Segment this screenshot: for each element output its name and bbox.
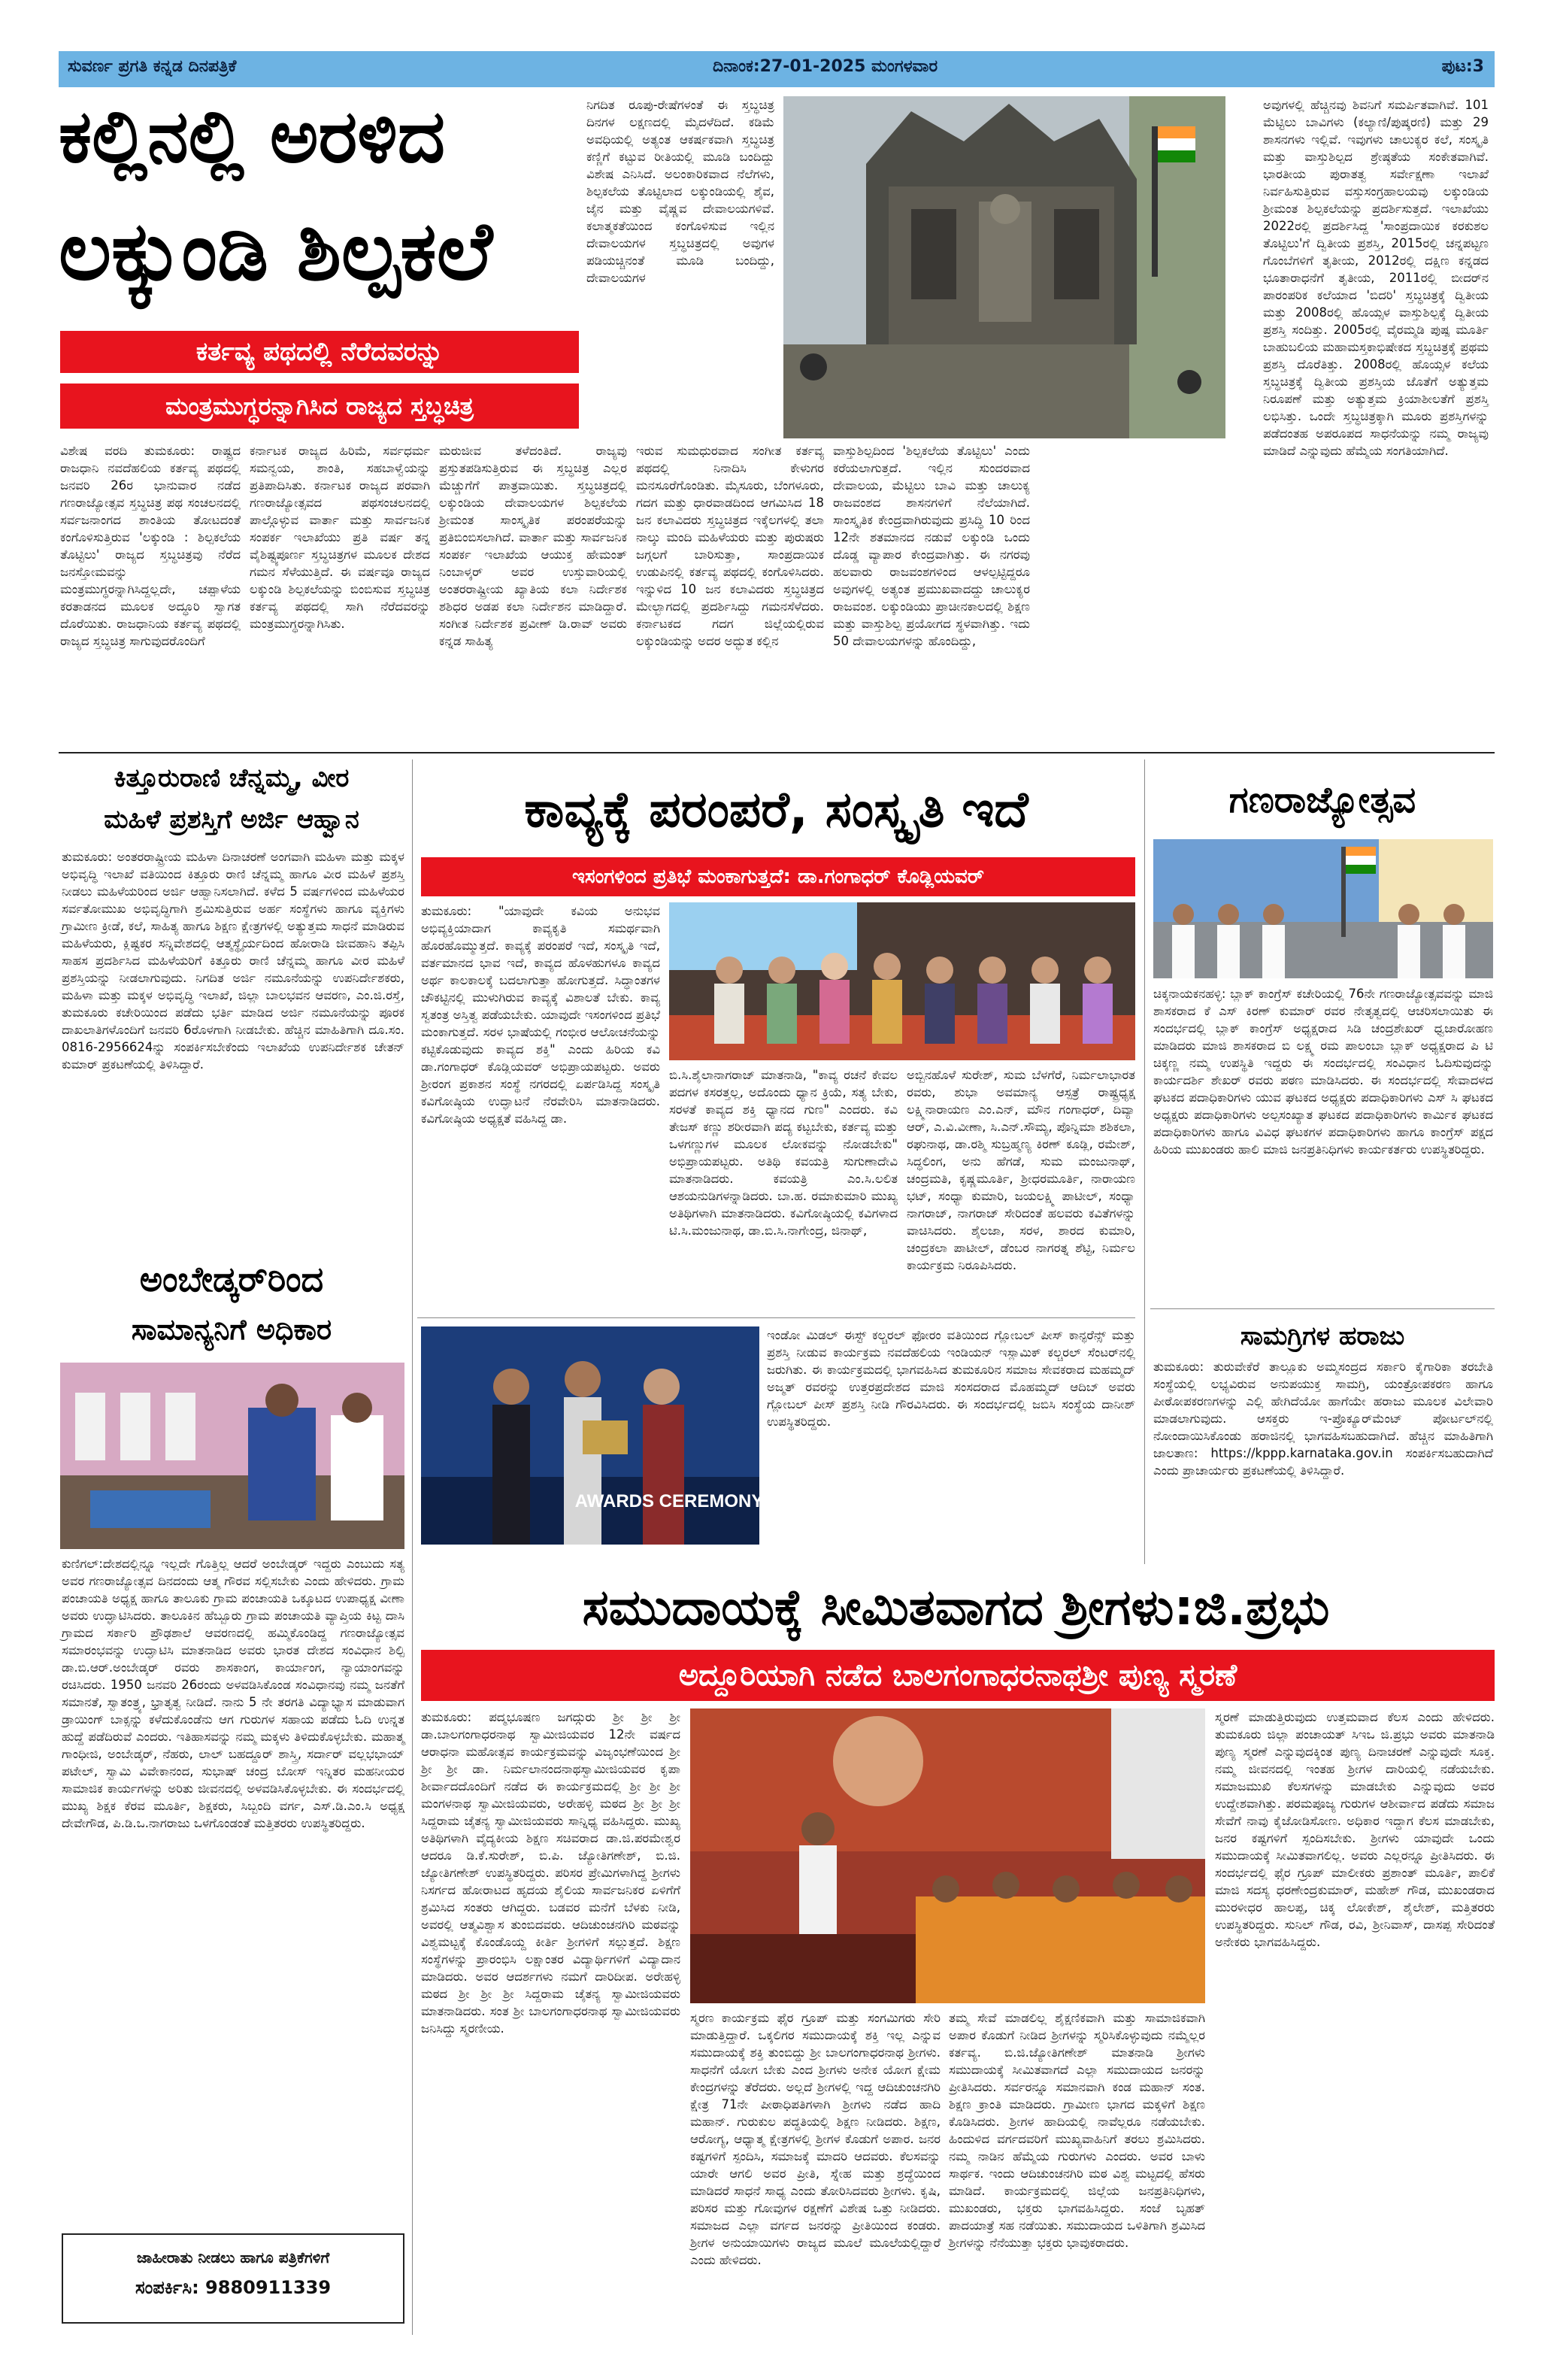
ambedkar-headline-line2: ಸಾಮಾನ್ಯನಿಗೆ ಅಧಿಕಾರ (131, 1313, 332, 1346)
issue-date: ದಿನಾಂಕ:27-01-2025 ಮಂಗಳವಾರ (713, 57, 938, 76)
lead-text-column-1: ನಿಗದಿತ ರೂಪು-ರೇಷೆಗಳಂತೆ ಈ ಸ್ತಬ್ಧಚಿತ್ರ ದಿನಗಳ ಲಕ್ಷಣದಲ್ಲಿ ಮೈದಳೆದಿದೆ. ಕಡಿಮೆ ಅವಧಿಯಲ್ಲಿ ಅತ್ಯಂತ ಆಕರ್ಷಕವಾಗಿ ಸ್ತಬ್ಧಚಿತ್ರ ಕಣ್ಣಿಗೆ ಕಟ್ಟುವ ರೀತಿಯಲ್ಲಿ ಮೂಡಿ ಬಂದಿದ್ದು ವಿಶೇಷ ಎನಿಸಿದೆ. ಅಲಂಕಾರಿಕವಾದ ನೆಲೆಗಳು, ಶಿಲ್ಪಕಲೆಯ ತೊಟ್ಟಿಲಾದ ಲಕ್ಕುಂಡಿಯಲ್ಲಿ ಶೈವ, ಜೈನ ಮತ್ತು ವೈಷ್ಣವ ದೇವಾಲಯಗಳಿವೆ. ಕಲಾತ್ಮಕತೆಯಿಂದ ಕಂಗೊಳಿಸುವ ಇಲ್ಲಿನ ದೇವಾಲಯಗಳ ಸ್ತಬ್ಧಚಿತ್ರದಲ್ಲಿ ಅವುಗಳ ಪಡಿಯಚ್ಚಿನಂತೆ ಮೂಡಿ ಬಂದಿದ್ದು, ದೇವಾಲಯಗಳ (586, 98, 774, 285)
section-divider (59, 752, 1495, 753)
indo-forum-body: ಇಂಡೋ ಮಿಡಲ್ ಈಸ್ಟ್ ಕಲ್ಚರಲ್ ಫೋರಂ ವತಿಯಿಂದ ಗ್ಲೋಬಲ್ ಪೀಸ್ ಕಾನ್ಫರೆನ್ಸ್ ಮತ್ತು ಪ್ರಶಸ್ತಿ ನೀಡುವ ಕಾರ್ಯಕ್ರಮ ನವದೆಹಲಿಯ ಇಂಡಿಯನ್ ಇಸ್ಲಾಮಿಕ್ ಕಲ್ಚರಲ್ ಸೆಂಟರ್‌ನಲ್ಲಿ ಜರುಗಿತು. ಈ ಕಾರ್ಯಕ್ರಮದಲ್ಲಿ ಭಾಗವಹಿಸಿದ ತುಮಕೂರಿನ ಸಮಾಜ ಸೇವಕರಾದ ಮಹಮ್ಮದ್ ಅಜ್ಮತ್ ರವರನ್ನು ಉತ್ತರಪ್ರದೇಶದ ಮಾಜಿ ಸಂಸದರಾದ ಮೊಹಮ್ಮದ್ ಆದಿಬ್ ಅವರು ಗ್ಲೋಬಲ್ ಪೀಸ್ ಪ್ರಶಸ್ತಿ ನೀಡಿ ಗೌರವಿಸಿದರು. ಈ ಸಂದರ್ಭದಲ್ಲಿ ಜಬಿಸಿ ಸಂಸ್ಥೆಯ ದಾನೀಶ್ ಉಪಸ್ಥಿತರಿದ್ದರು. (767, 1328, 1135, 1429)
ad-phone: ಸಂಪರ್ಕಿಸಿ: 9880911339 (135, 2277, 332, 2298)
lead-text-column-f: ಅವುಗಳಲ್ಲಿ ಹೆಚ್ಚಿನವು ಶಿವನಿಗೆ ಸಮರ್ಪಿತವಾಗಿವೆ. 101 ಮೆಟ್ಟಿಲು ಬಾವಿಗಳು (ಕಲ್ಯಾಣಿ/ಪುಷ್ಕರಣಿ) ಮತ್ತು 29 ಶಾಸನಗಳು ಇಲ್ಲಿವೆ. ಇವುಗಳು ಚಾಲುಕ್ಯರ ಕಲೆ, ಸಂಸ್ಕೃತಿ ಮತ್ತು ವಾಸ್ತುಶಿಲ್ಪದ ಶ್ರೇಷ್ಠತೆಯ ಸಂಕೇತವಾಗಿವೆ. ಭಾರತೀಯ ಪುರಾತತ್ವ ಸರ್ವೇಕ್ಷಣಾ ಇಲಾಖೆ ನಿರ್ವಹಿಸುತ್ತಿರುವ ವಸ್ತುಸಂಗ್ರಹಾಲಯವು ಲಕ್ಕುಂಡಿಯ ಶ್ರೀಮಂತ ಶಿಲ್ಪಕಲೆಯನ್ನು ಪ್ರದರ್ಶಿಸುತ್ತದೆ. ಇಲಾಖೆಯು 2022ರಲ್ಲಿ ಪ್ರದರ್ಶಿಸಿದ್ದ 'ಸಾಂಪ್ರದಾಯಿಕ ಕರಕುಶಲ ತೊಟ್ಟಿಲು'ಗೆ ದ್ವಿತೀಯ ಪ್ರಶಸ್ತಿ, 2015ರಲ್ಲಿ ಚನ್ನಪಟ್ಟಣ ಗೊಂಬೆಗಳಿಗೆ ತೃತೀಯ, 2012ರಲ್ಲಿ ದಕ್ಷಿಣ ಕನ್ನಡದ ಭೂತಾರಾಧನೆಗೆ ತೃತೀಯ, 2011ರಲ್ಲಿ ಬೀದರ್‌ನ ಪಾರಂಪರಿಕ ಕಲೆಯಾದ 'ಬಿದರಿ' ಸ್ತಬ್ಧಚಿತ್ರಕ್ಕೆ ದ್ವಿತೀಯ ಮತ್ತು 2008ರಲ್ಲಿ ಹೊಯ್ಸಳ ವಾಸ್ತುಶಿಲ್ಪಕ್ಕೆ ದ್ವಿತೀಯ ಪ್ರಶಸ್ತಿ ಸಂದಿತ್ತು. 2005ರಲ್ಲಿ ವೈರಮ್ಮಡಿ ಪುಷ್ಪ ಮೂರ್ತಿ ಬಾಹುಬಲಿಯ ಮಹಾಮಸ್ತಕಾಭಿಷೇಕದ ಸ್ತಬ್ಧಚಿತ್ರಕ್ಕೆ ಪ್ರಥಮ ಪ್ರಶಸ್ತಿ ದೊರೆತಿತ್ತು. 2008ರಲ್ಲಿ ಹೊಯ್ಸಳ ಕಲೆಯ ಸ್ತಬ್ಧಚಿತ್ರಕ್ಕೆ ದ್ವಿತೀಯ ಪ್ರಶಸ್ತಿಯ ಜೊತೆಗೆ ಅತ್ಯುತ್ತಮ ನಿರೂಪಣೆ ಮತ್ತು ಅತ್ಯುತ್ತಮ ಕ್ರಿಯಾಶೀಲತೆಗೆ ಪ್ರಶಸ್ತಿ ಲಭಿಸಿತ್ತು. ಒಂದೇ ಸ್ತಬ್ಧಚಿತ್ರಕ್ಕಾಗಿ ಮೂರು ಪ್ರಶಸ್ತಿಗಳನ್ನು ಪಡೆದಂತಹ ಅಪರೂಪದ ಸಾಧನೆಯನ್ನು ನಮ್ಮ ರಾಜ್ಯವು ಮಾಡಿದೆ ಎನ್ನುವುದು ಹೆಮ್ಮೆಯ ಸಂಗತಿಯಾಗಿದೆ. (1263, 98, 1489, 458)
gana-headline: ಗಣರಾಜ್ಯೋತ್ಸವ (1228, 779, 1416, 821)
school-event-photo (60, 1363, 404, 1549)
kavya-column-1: ತುಮಕೂರು: "ಯಾವುದೇ ಕವಿಯ ಅನುಭವ ಅಭಿವ್ಯಕ್ತಿಯಾದಾಗ ಕಾವ್ಯಕೃತಿ ಸಮರ್ಥವಾಗಿ ಹೊರಹೊಮ್ಮುತ್ತದೆ. ಕಾವ್ಯಕ್ಕೆ ಪರಂಪರೆ ಇದೆ, ಸಂಸ್ಕೃತಿ ಇದೆ, ವರ್ತಮಾನದ ಭಾವ ಇದೆ, ಕಾವ್ಯದ ಹೊಳಹುಗಳೂ ಕಾವ್ಯದ ಅರ್ಥ ಕಾಲಕಾಲಕ್ಕೆ ಬದಲಾಗುತ್ತಾ ಹೋಗುತ್ತದೆ. ಸಿದ್ಧಾಂತಗಳ ಚೌಕಟ್ಟಿನಲ್ಲಿ ಮುಳುಗಿರುವ ಕಾವ್ಯಕ್ಕೆ ವಿಶಾಲತೆ ಬೇಕು. ಕಾವ್ಯ ಸ್ವತಂತ್ರ ಅಸ್ತಿತ್ವ ಪಡೆಯಬೇಕು. ಯಾವುದೇ ಇಸಂಗಳಿಂದ ಪ್ರತಿಭೆ ಮಂಕಾಗುತ್ತದೆ. ಸರಳ ಭಾಷೆಯಲ್ಲಿ ಗಂಭೀರ ಆಲೋಚನೆಯನ್ನು ಕಟ್ಟಿಕೊಡುವುದು ಕಾವ್ಯದ ಶಕ್ತಿ" ಎಂದು ಹಿರಿಯ ಕವಿ ಡಾ.ಗಂಗಾಧರ್ ಕೊಡ್ಲಿಯವರ್ ಅಭಿಪ್ರಾಯಪಟ್ಟರು. ಅವರು ಶ್ರೀರಂಗ ಪ್ರಕಾಶನ ಸಂಸ್ಥೆ ನಗರದಲ್ಲಿ ಏರ್ಪಡಿಸಿದ್ದ ಸಂಸ್ಕೃತಿ ಕವಿಗೋಷ್ಠಿಯ ಉದ್ಘಾಟನೆ ನೆರವೇರಿಸಿ ಮಾತನಾಡಿದರು. ಕವಿಗೋಷ್ಠಿಯ ಅಧ್ಯಕ್ಷತೆ ವಹಿಸಿದ್ದ ಡಾ. (421, 904, 660, 1126)
award-banner-text: AWARDS CEREMONY (574, 1491, 764, 1511)
kittur-headline-line1: ಕಿತ್ತೂರುರಾಣಿ ಚೆನ್ನಮ್ಮ, ವೀರ (114, 763, 350, 793)
kavya-group-photo (669, 902, 1135, 1060)
kavya-headline: ಕಾವ್ಯಕ್ಕೆ ಪರಂಪರೆ, ಸಂಸ್ಕೃತಿ ಇದೆ (524, 781, 1028, 838)
ambedkar-headline-line1: ಅಂಬೇಡ್ಕರ್‌ರಿಂದ (139, 1259, 324, 1299)
flag-hoisting-photo (1153, 839, 1493, 978)
samudaya-column-4: ಸ್ಮರಣೆ ಮಾಡುತ್ತಿರುವುದು ಉತ್ತಮವಾದ ಕೆಲಸ ಎಂದು ಹೇಳಿದರು. ತುಮಕೂರು ಜಿಲ್ಲಾ ಪಂಚಾಯತ್ ಸಿಇಒ ಜಿ.ಪ್ರಭು ಅವರು ಮಾತನಾಡಿ ಪುಣ್ಯ ಸ್ಮರಣೆ ಎನ್ನುವುದಕ್ಕಿಂತ ಪುಣ್ಯ ದಿನಾಚರಣೆ ಎನ್ನುವುದೇ ಸೂಕ್ತ. ನಮ್ಮ ಜೀವನದಲ್ಲಿ ಇಂತಹ ಶ್ರೀಗಳ ದಾರಿಯಲ್ಲಿ ನಡೆಯಬೇಕು. ಸಮಾಜಮುಖಿ ಕೆಲಸಗಳನ್ನು ಮಾಡಬೇಕು ಎನ್ನುವುದು ಅವರ ಉದ್ದೇಶವಾಗಿತ್ತು. ಪರಮಪೂಜ್ಯ ಗುರುಗಳ ಆಶೀರ್ವಾದ ಪಡೆದು ಸಮಾಜ ಸೇವೆಗೆ ನಾವು ಕೈಜೋಡಿಸೋಣ. ಅಧಿಕಾರ ಇದ್ದಾಗ ಕೆಲಸ ಮಾಡಬೇಕು, ಜನರ ಕಷ್ಟಗಳಿಗೆ ಸ್ಪಂದಿಸಬೇಕು. ಶ್ರೀಗಳು ಯಾವುದೇ ಒಂದು ಸಮುದಾಯಕ್ಕೆ ಸೀಮಿತವಾಗಲಿಲ್ಲ. ಅವರು ಎಲ್ಲರನ್ನೂ ಪ್ರೀತಿಸಿದರು. ಈ ಸಂದರ್ಭದಲ್ಲಿ ಫೈರ ಗ್ರೂಪ್ ಮಾಲೀಕರು ಪ್ರಶಾಂತ್ ಮೂರ್ತಿ, ಪಾಲಿಕೆ ಮಾಜಿ ಸದಸ್ಯ ಧರಣೇಂದ್ರಕುಮಾರ್, ಮಹೇಶ್ ಗೌಡ, ಮುಖಂಡರಾದ ಮುರಳೀಧರ ಹಾಲಪ್ಪ, ಚಿಕ್ಕ ಲೋಕೇಶ್, ಶೈಲೇಶ್, ಮತ್ತಿತರರು ಉಪಸ್ಥಿತರಿದ್ದರು. ಸುನಿಲ್ ಗೌಡ, ರವಿ, ಶ್ರೀನಿವಾಸ್, ದಾಸಪ್ಪ ಸೇರಿದಂತೆ ಅನೇಕರು ಭಾಗವಹಿಸಿದ್ದರು. (1215, 1710, 1495, 1949)
lead-text-column-e: ವಾಸ್ತುಶಿಲ್ಪದಿಂದ 'ಶಿಲ್ಪಕಲೆಯ ತೊಟ್ಟಿಲು' ಎಂದು ಕರೆಯಲಾಗುತ್ತದೆ. ಇಲ್ಲಿನ ಸುಂದರವಾದ ದೇವಾಲಯ, ಮೆಟ್ಟಿಲು ಬಾವಿ ಮತ್ತು ಚಾಲುಕ್ಯ ರಾಜವಂಶದ ಶಾಸನಗಳಿಗೆ ನೆಲೆಯಾಗಿದೆ. ಸಾಂಸ್ಕೃತಿಕ ಕೇಂದ್ರವಾಗಿರುವುದು ಪ್ರಸಿದ್ಧಿ 10 ರಿಂದ 12ನೇ ಶತಮಾನದ ನಡುವೆ ಲಕ್ಕುಂಡಿ ಒಂದು ದೊಡ್ಡ ವ್ಯಾಪಾರ ಕೇಂದ್ರವಾಗಿತ್ತು. ಈ ನಗರವು ಹಲವಾರು ರಾಜವಂಶಗಳಿಂದ ಆಳಲ್ಪಟ್ಟಿದ್ದರೂ ಅವುಗಳಲ್ಲಿ ಅತ್ಯಂತ ಪ್ರಮುಖವಾದದ್ದು ಚಾಲುಕ್ಯರ ರಾಜವಂಶ. ಲಕ್ಕುಂಡಿಯು ಪ್ರಾಚೀನಕಾಲದಲ್ಲಿ ಶಿಕ್ಷಣ ಮತ್ತು ವಾಸ್ತುಶಿಲ್ಪ ಪ್ರಯೋಗದ ಸ್ಥಳವಾಗಿತ್ತು. ಇದು 50 ದೇವಾಲಯಗಳನ್ನು ಹೊಂದಿದ್ದು, (833, 444, 1030, 648)
lead-subhead-line2: ಮಂತ್ರಮುಗ್ಧರನ್ನಾಗಿಸಿದ ರಾಜ್ಯದ ಸ್ತಬ್ಧಚಿತ್ರ (60, 384, 579, 429)
left-column-rule (412, 759, 413, 2335)
memorial-event-photo (690, 1708, 1205, 2003)
lead-text-column-d: ಇರುವ ಸುಮಧುರವಾದ ಸಂಗೀತ ಕರ್ತವ್ಯ ಪಥದಲ್ಲಿ ನಿನಾದಿಸಿ ಕೇಳುಗರ ಮನಸೂರೆಗೊಂಡಿತು. ಮೈಸೂರು, ಬೆಂಗಳೂರು, ಗದಗ ಮತ್ತು ಧಾರವಾಡದಿಂದ ಆಗಮಿಸಿದ 18 ಜನ ಕಲಾವಿದರು ಸ್ತಬ್ಧಚಿತ್ರದ ಇಕ್ಕೆಲಗಳಲ್ಲಿ ತಲಾ ನಾಲ್ಕು ಮಂದಿ ಮಹಿಳೆಯರು ಮತ್ತು ಪುರುಷರು ಜಗ್ಗಲಗೆ ಬಾರಿಸುತ್ತಾ, ಸಾಂಪ್ರದಾಯಿಕ ಉಡುಪಿನಲ್ಲಿ ಕರ್ತವ್ಯ ಪಥದಲ್ಲಿ ಕಂಗೊಳಿಸಿದರು. ಇನ್ನುಳಿದ 10 ಜನ ಕಲಾವಿದರು ಸ್ತಬ್ಧಚಿತ್ರದ ಮೇಲ್ಭಾಗದಲ್ಲಿ ಪ್ರದರ್ಶಿಸಿದ್ದು ಗಮನಸೆಳೆದರು. ಕರ್ನಾಟಕದ ಗದಗ ಜಿಲ್ಲೆಯಲ್ಲಿರುವ ಲಕ್ಕುಂಡಿಯನ್ನು ಅದರ ಅದ್ಭುತ ಕಲ್ಲಿನ (636, 444, 824, 648)
masthead-bar (59, 51, 1495, 87)
kittur-body: ತುಮಕೂರು: ಅಂತರರಾಷ್ಟ್ರೀಯ ಮಹಿಳಾ ದಿನಾಚರಣೆ ಅಂಗವಾಗಿ ಮಹಿಳಾ ಮತ್ತು ಮಕ್ಕಳ ಅಭಿವೃದ್ಧಿ ಇಲಾಖೆ ವತಿಯಿಂದ ಕಿತ್ತೂರು ರಾಣಿ ಚೆನ್ನಮ್ಮ ಹಾಗೂ ವೀರ ಮಹಿಳೆ ಪ್ರಶಸ್ತಿ ನೀಡಲು ಮಹಿಳೆಯರಿಂದ ಅರ್ಜಿ ಆಹ್ವಾನಿಸಲಾಗಿದೆ. ಕಳೆದ 5 ವರ್ಷಗಳಿಂದ ಮಹಿಳೆಯರ ಸರ್ವತೋಮುಖ ಅಭಿವೃದ್ಧಿಗಾಗಿ ಶ್ರಮಿಸುತ್ತಿರುವ ಅರ್ಹ ಸಂಸ್ಥೆಗಳು ಹಾಗೂ ವ್ಯಕ್ತಿಗಳು ಗ್ರಾಮೀಣ ಕ್ರೀಡೆ, ಕಲೆ, ಸಾಹಿತ್ಯ ಹಾಗೂ ಶಿಕ್ಷಣ ಕ್ಷೇತ್ರಗಳಲ್ಲಿ ಅತ್ಯುತ್ತಮ ಸಾಧನೆ ಮಾಡಿರುವ ಮಹಿಳೆಯರು, ಕ್ಲಿಷ್ಟಕರ ಸನ್ನಿವೇಶದಲ್ಲಿ ಆತ್ಮಸ್ಥೈರ್ಯದಿಂದ ಹೋರಾಡಿ ಜೀವಹಾನಿ ತಪ್ಪಿಸಿ ಸಾಹಸ ಪ್ರದರ್ಶಿಸಿದ ಮಹಿಳೆಯರಿಗೆ ಕಿತ್ತೂರು ರಾಣಿ ಚೆನ್ನಮ್ಮ ಹಾಗೂ ವೀರ ಮಹಿಳೆ ಪ್ರಶಸ್ತಿಯನ್ನು ನೀಡಲಾಗುವುದು. ನಿಗದಿತ ಅರ್ಜಿ ನಮೂನೆಯನ್ನು ಉಪನಿರ್ದೇಶಕರು, ಮಹಿಳಾ ಮತ್ತು ಮಕ್ಕಳ ಅಭಿವೃದ್ಧಿ ಇಲಾಖೆ, ಜಿಲ್ಲಾ ಬಾಲಭವನ ಆವರಣ, ಎಂ.ಜಿ.ರಸ್ತೆ, ತುಮಕೂರು ಕಚೇರಿಯಿಂದ ಪಡೆದು ಭರ್ತಿ ಮಾಡಿದ ಅರ್ಜಿ ನಮೂನೆಯನ್ನು ಪೂರಕ ದಾಖಲಾತಿಗಳೊಂದಿಗೆ ಜನವರಿ 6ರೊಳಗಾಗಿ ನೀಡಬೇಕು. ಹೆಚ್ಚಿನ ಮಾಹಿತಿಗಾಗಿ ದೂ.ಸಂ. 0816-2956624ನ್ನು ಸಂಪರ್ಕಿಸಬೇಕೆಂದು ಇಲಾಖೆಯ ಉಪನಿರ್ದೇಶಕ ಚೇತನ್ ಕುಮಾರ್ ಪ್ರಕಟಣೆಯಲ್ಲಿ ತಿಳಿಸಿದ್ದಾರೆ. (62, 850, 404, 1072)
page-number: ಪುಟ:3 (1441, 57, 1484, 76)
gana-divider (1150, 1308, 1495, 1309)
samagri-body: ತುಮಕೂರು: ತುರುವೇಕೆರೆ ತಾಲ್ಲೂಕು ಅಮ್ಮಸಂದ್ರದ ಸರ್ಕಾರಿ ಕೈಗಾರಿಕಾ ತರಬೇತಿ ಸಂಸ್ಥೆಯಲ್ಲಿ ಲಭ್ಯವಿರುವ ಅನುಪಯುಕ್ತ ಸಾಮಗ್ರಿ, ಯಂತ್ರೋಪಕರಣ ಹಾಗೂ ಪೀಠೋಪಕರಣಗಳನ್ನು ಎಲ್ಲಿ ಹೇಗಿದೆಯೋ ಹಾಗೆಯೇ ಹರಾಜು ಮೂಲಕ ವಿಲೇವಾರಿ ಮಾಡಲಾಗುವುದು. ಆಸಕ್ತರು ಇ-ಪ್ರೊಕ್ಯೂರ್‌ಮೆಂಟ್ ಪೋರ್ಟಲ್‌ನಲ್ಲಿ ನೋಂದಾಯಿಸಿಕೊಂಡು ಹರಾಜಿನಲ್ಲಿ ಭಾಗವಹಿಸಬಹುದಾಗಿದೆ. ಹೆಚ್ಚಿನ ಮಾಹಿತಿಗಾಗಿ ಜಾಲತಾಣ: https://kppp.karnataka.gov.in ಸಂಪರ್ಕಿಸಬಹುದಾಗಿದೆ ಎಂದು ಪ್ರಾಚಾರ್ಯರು ಪ್ರಕಟಣೆಯಲ್ಲಿ ತಿಳಿಸಿದ್ದಾರೆ. (1153, 1360, 1493, 1478)
samagri-headline: ಸಾಮಗ್ರಿಗಳ ಹರಾಜು (1240, 1321, 1405, 1351)
kavya-divider (417, 1317, 1135, 1318)
samudaya-subhead: ಅದ್ದೂರಿಯಾಗಿ ನಡೆದ ಬಾಲಗಂಗಾಧರನಾಥಶ್ರೀ ಪುಣ್ಯ ಸ್ಮರಣೆ (421, 1650, 1495, 1701)
samudaya-column-1: ತುಮಕೂರು: ಪದ್ಮಭೂಷಣ ಜಗದ್ಗುರು ಶ್ರೀ ಶ್ರೀ ಶ್ರೀ ಡಾ.ಬಾಲಗಂಗಾಧರನಾಥ ಸ್ವಾಮೀಜಿಯವರ 12ನೇ ವರ್ಷದ ಆರಾಧನಾ ಮಹೋತ್ಸವ ಕಾರ್ಯಕ್ರಮವನ್ನು ವಿಜೃಂಭಣೆಯಿಂದ ಶ್ರೀ ಶ್ರೀ ಶ್ರೀ ಡಾ. ನಿರ್ಮಲಾನಂದನಾಥಸ್ವಾಮೀಜಿಯವರ ಕೃಪಾ ಶೀರ್ವಾದದೊಂದಿಗೆ ನಡೆದ ಈ ಕಾರ್ಯಕ್ರಮದಲ್ಲಿ ಶ್ರೀ ಶ್ರೀ ಶ್ರೀ ಮಂಗಳನಾಥ ಸ್ವಾಮೀಜಿಯವರು, ಅರೇಹಳ್ಳಿ ಮಠದ ಶ್ರೀ ಶ್ರೀ ಶ್ರೀ ಸಿದ್ದರಾಮ ಚೈತನ್ಯ ಸ್ವಾಮೀಜಿಯವರು ಸಾನ್ನಿಧ್ಯ ವಹಿಸಿದ್ದರು. ಮುಖ್ಯ ಅತಿಥಿಗಳಾಗಿ ವೈದ್ಯಕೀಯ ಶಿಕ್ಷಣ ಸಚಿವರಾದ ಡಾ.ಜಿ.ಪರಮೇಶ್ವರ ಆದರೂ ಡಿ.ಕೆ.ಸುರೇಶ್, ಬಿ.ಪಿ. ಜ್ಯೋತಿಗಣೇಶ್, ಬಿ.ಜಿ. ಜ್ಯೋತಿಗಣೇಶ್ ಉಪಸ್ಥಿತರಿದ್ದರು. ಪರಿಸರ ಪ್ರೇಮಿಗಳಾಗಿದ್ದ ಶ್ರೀಗಳು ನಿಸರ್ಗದ ಹೋರಾಟದ ಹೃದಯ ಶೈಲಿಯ ಸಾರ್ವಜನಿಕರ ಏಳಿಗೆಗೆ ಶ್ರಮಿಸಿದ ಸಂತರು ಆಗಿದ್ದರು. ಬಡವರ ಮನೆಗೆ ಬೆಳಕು ನೀಡಿ, ಅವರಲ್ಲಿ ಆತ್ಮವಿಶ್ವಾಸ ತುಂಬಿದವರು. ಆದಿಚುಂಚನಗಿರಿ ಮಠವನ್ನು ವಿಶ್ವಮಟ್ಟಕ್ಕೆ ಕೊಂಡೊಯ್ದ ಕೀರ್ತಿ ಶ್ರೀಗಳಿಗೆ ಸಲ್ಲುತ್ತದೆ. ಶಿಕ್ಷಣ ಸಂಸ್ಥೆಗಳನ್ನು ಪ್ರಾರಂಭಿಸಿ ಲಕ್ಷಾಂತರ ವಿದ್ಯಾರ್ಥಿಗಳಿಗೆ ವಿದ್ಯಾದಾನ ಮಾಡಿದರು. ಅವರ ಆದರ್ಶಗಳು ನಮಗೆ ದಾರಿದೀಪ. ಅರೇಹಳ್ಳಿ ಮಠದ ಶ್ರೀ ಶ್ರೀ ಶ್ರೀ ಸಿದ್ದರಾಮ ಚೈತನ್ಯ ಸ್ವಾಮೀಜಿಯವರು ಮಾತನಾಡಿದರು. ಸಂತ ಶ್ರೀ ಬಾಲಗಂಗಾಧರನಾಥ ಸ್ವಾಮೀಜಿಯವರು ಜನಿಸಿದ್ದು ಸ್ಮರಣೀಯ. (421, 1710, 680, 2036)
lead-headline-line1: ಕಲ್ಲಿನಲ್ಲಿ ಅರಳಿದ (59, 94, 446, 180)
samudaya-headline: ಸಮುದಾಯಕ್ಕೆ ಸೀಮಿತವಾಗದ ಶ್ರೀಗಳು:ಜಿ.ಪ್ರಭು (582, 1578, 1330, 1636)
gana-body: ಚಿಕ್ಕನಾಯಕನಹಳ್ಳಿ: ಬ್ಲಾಕ್ ಕಾಂಗ್ರೆಸ್ ಕಚೇರಿಯಲ್ಲಿ 76ನೇ ಗಣರಾಜ್ಯೋತ್ಸವವನ್ನು ಮಾಜಿ ಶಾಸಕರಾದ ಕೆ ಎಸ್ ಕಿರಣ್ ಕುಮಾರ್ ರವರ ನೇತೃತ್ವದಲ್ಲಿ ಆಚರಿಸಲಾಯಿತು ಈ ಸಂದರ್ಭದಲ್ಲಿ ಬ್ಲಾಕ್ ಕಾಂಗ್ರೆಸ್ ಅಧ್ಯಕ್ಷರಾದ ಸಿಡಿ ಚಂದ್ರಶೇಖರ್ ಧ್ವಜಾರೋಹಣ ಮಾಡಿದರು ಮಾಜಿ ಶಾಸಕರಾದ ಬಿ ಲಕ್ಷ್ಮ ರಮ ಪಾಲಂಬಾ ಬ್ಲಾಕ್ ಅಧ್ಯಕ್ಷರಾದ ಪಿ ಟಿ ಚಿಕ್ಕಣ್ಣ ನಮ್ಮ ಉಪಸ್ಥಿತಿ ಇದ್ದರು ಈ ಸಂದರ್ಭದಲ್ಲಿ ಸಂವಿಧಾನ ಓದಿಸುವುದನ್ನು ಕಾರ್ಯದರ್ಶಿ ಶೇಖರ್ ರವರು ಪಠಣ ಮಾಡಿಸಿದರು. ಈ ಸಂದರ್ಭದಲ್ಲಿ ಸೇವಾದಳದ ಘಟಕದ ಪದಾಧಿಕಾರಿಗಳು ಯುವ ಘಟಕದ ಅಧ್ಯಕ್ಷರು ಪದಾಧಿಕಾರಿಗಳು ಎಸ್ ಸಿ ಘಟಕದ ಅಧ್ಯಕ್ಷರು ಪದಾಧಿಕಾರಿಗಳು ಅಲ್ಪಸಂಖ್ಯಾತ ಘಟಕದ ಪದಾಧಿಕಾರಿಗಳು ಕಾರ್ಮಿಕ ಘಟಕದ ಪದಾಧಿಕಾರಿಗಳು ಹಾಗೂ ವಿವಿಧ ಘಟಕಗಳ ಪದಾಧಿಕಾರಿಗಳು ಹಾಗೂ ಕಾಂಗ್ರೆಸ್ ಪಕ್ಷದ ಹಿರಿಯ ಮುಖಂಡರು ಹಾಲಿ ಮಾಜಿ ಜನಪ್ರತಿನಿಧಿಗಳು ಕಾರ್ಯಕರ್ತರು ಉಪಸ್ಥಿತರಿದ್ದರು. (1153, 987, 1493, 1157)
ad-line-1: ಜಾಹೀರಾತು ನೀಡಲು ಹಾಗೂ ಪತ್ರಿಕೆಗಳಿಗೆ (136, 2248, 330, 2266)
right-column-rule (1144, 759, 1145, 1564)
kavya-column-3: ಅಬ್ಬಿನಹೊಳೆ ಸುರೇಶ್, ಸುಮ ಬೆಳಗೆರೆ, ನಿರ್ಮಲಾಭಾರತ ರವರು, ಶುಭಾ ಅವಮಾನ್ಯ ಆಸ್ಪತ್ರೆ ರಾಷ್ಟ್ರಧ್ಯಕ್ಷ ಲಕ್ಷ್ಮಿನಾರಾಯಣ ಎಂ.ಎನ್, ಮೌನ ಗಂಗಾಧರ್, ದಿವ್ಯಾ ಆರ್, ಎ.ವಿ.ವೀಣಾ, ಸಿ.ಎನ್.ಸೌಮ್ಯ, ಪೊನ್ನಿಮಾ ಶಶಿಕಲಾ, ರಘುನಾಥ, ಡಾ.ರಶ್ಮಿ ಸುಬ್ರಹ್ಮಣ್ಯ ಕಿರಣ್ ಕೂಡ್ಲಿ, ರಮೇಶ್, ಸಿದ್ಧಲಿಂಗ, ಅನು ಹೆಗಡೆ, ಸುಮ ಮಂಜುನಾಥ್, ಚಂದ್ರಮತಿ, ಕೃಷ್ಣಮೂರ್ತಿ, ಶ್ರೀಧರಮೂರ್ತಿ, ನಾರಾಯಣ ಭಟ್, ಸಂಧ್ಯಾ ಕುಮಾರಿ, ಜಯಲಕ್ಷ್ಮಿ ಪಾಟೀಲ್, ಸಂಧ್ಯಾ ನಾಗರಾಜ್, ನಾಗರಾಜ್ ಸೇರಿದಂತೆ ಹಲವರು ಕವಿತೆಗಳನ್ನು ವಾಚಿಸಿದರು. ಶೈಲಜಾ, ಸರಳ, ಶಾರದ ಕುಮಾರಿ, ಚಂದ್ರಕಲಾ ಪಾಟೀಲ್, ಡೆಂಬರ ನಾಗರತ್ನ ಶೆಟ್ಟಿ, ನಿರ್ಮಲ ಕಾರ್ಯಕ್ರಮ ನಿರೂಪಿಸಿದರು. (907, 1068, 1135, 1272)
lead-headline-line2: ಲಕ್ಕುಂಡಿ ಶಿಲ್ಪಕಲೆ (59, 205, 493, 299)
ambedkar-body: ಕುಣಿಗಲ್:ದೇಶದಲ್ಲಿನ್ನೂ ಇಲ್ಲದೇ ಗೊತ್ತಿಲ್ಲ ಆದರೆ ಅಂಬೇಡ್ಕರ್ ಇದ್ದರು ಎಂಬುದು ಸತ್ಯ ಅವರ ಗಣರಾಜ್ಯೋತ್ಸವ ದಿನದಂದು ಆತ್ಮ ಗೌರವ ಸಲ್ಲಿಸಬೇಕು ಎಂದು ಹೇಳಿದರು. ಗ್ರಾಮ ಪಂಚಾಯತಿ ಅಧ್ಯಕ್ಷ ಹಾಗೂ ತಾಲೂಕು ಗ್ರಾಮ ಪಂಚಾಯತಿ ಒಕ್ಕೂಟದ ಉಪಾಧ್ಯಕ್ಷ ವೀಣಾ ಅವರು ಉದ್ಘಾಟಿಸಿದರು. ತಾಲೂಕಿನ ಹೆಬ್ಬೂರು ಗ್ರಾಮ ಪಂಚಾಯತಿ ವ್ಯಾಪ್ತಿಯ ಕಿಟ್ಟ ದಾಸಿ ಗ್ರಾಮದ ಸರ್ಕಾರಿ ಪ್ರೌಢಶಾಲೆ ಆವರಣದಲ್ಲಿ ಹಮ್ಮಿಕೊಂಡಿದ್ದ ಗಣರಾಜ್ಯೋತ್ಸವ ಸಮಾರಂಭವನ್ನು ಉದ್ಘಾಟಿಸಿ ಮಾತನಾಡಿದ ಅವರು ಭಾರತ ದೇಶದ ಸಂವಿಧಾನ ಶಿಲ್ಪಿ ಡಾ.ಬಿ.ಆರ್.ಅಂಬೇಡ್ಕರ್ ರವರು ಶಾಸಕಾಂಗ, ಕಾರ್ಯಾಂಗ, ನ್ಯಾಯಾಂಗವನ್ನು ರಚಿಸಿದರು. 1950 ಜನವರಿ 26ರಂದು ಅಳವಡಿಸಿಕೊಂಡ ಸಂವಿಧಾನವು ನಮ್ಮ ಜನತೆಗೆ ಸಮಾನತೆ, ಸ್ವಾತಂತ್ರ್ಯ, ಭ್ರಾತೃತ್ವ ನೀಡಿದೆ. ನಾನು 5 ನೇ ತರಗತಿ ವಿದ್ಯಾಭ್ಯಾಸ ಮಾಡುವಾಗ ಡ್ರಾಯಿಂಗ್ ಬಾಕ್ಸನ್ನು ಕಳೆದುಕೊಂಡೆನು ಆಗ ಗುರುಗಳ ಸಹಾಯ ಪಡೆದು ಓದಿ ಉನ್ನತ ಹುದ್ದೆ ಪಡೆದಿರುವೆ ಎಂದರು. ಇತಿಹಾಸವನ್ನು ನಮ್ಮ ಮಕ್ಕಳು ತಿಳಿದುಕೊಳ್ಳಬೇಕು. ಮಹಾತ್ಮ ಗಾಂಧೀಜಿ, ಅಂಬೇಡ್ಕರ್, ನೆಹರು, ಲಾಲ್ ಬಹದ್ದೂರ್ ಶಾಸ್ತ್ರಿ, ಸರ್ದಾರ್ ವಲ್ಲಭಭಾಯ್ ಪಟೇಲ್, ಸ್ವಾಮಿ ವಿವೇಕಾನಂದ, ಸುಭಾಷ್ ಚಂದ್ರ ಬೋಸ್ ಇನ್ನಿತರ ಮಹನೀಯರ ಸಾಮಾಜಿಕ ಕಾರ್ಯಗಳನ್ನು ಅರಿತು ಜೀವನದಲ್ಲಿ ಅಳವಡಿಸಿಕೊಳ್ಳಬೇಕು. ಈ ಸಂದರ್ಭದಲ್ಲಿ ಮುಖ್ಯ ಶಿಕ್ಷಕ ಕೆರವ ಮೂರ್ತಿ, ಶಿಕ್ಷಕರು, ಸಿಬ್ಬಂದಿ ವರ್ಗ, ಎಸ್.ಡಿ.ಎಂ.ಸಿ ಅಧ್ಯಕ್ಷ ದೇವೇಗೌಡ, ಪಿ.ಡಿ.ಒ.ನಾಗರಾಜು ಒಳಗೊಂಡಂತೆ ಮತ್ತಿತರರು ಉಪಸ್ಥಿತರಿದ್ದರು. (62, 1557, 404, 1830)
samudaya-column-3: ತಮ್ಮ ಸೇವೆ ಮಾಡಲಿಲ್ಲ ಶೈಕ್ಷಣಿಕವಾಗಿ ಮತ್ತು ಸಾಮಾಜಿಕವಾಗಿ ಅಪಾರ ಕೊಡುಗೆ ನೀಡಿದ ಶ್ರೀಗಳನ್ನು ಸ್ಮರಿಸಿಕೊಳ್ಳುವುದು ನಮ್ಮೆಲ್ಲರ ಕರ್ತವ್ಯ. ಬಿ.ಜಿ.ಜ್ಯೋತಿಗಣೇಶ್ ಮಾತನಾಡಿ ಶ್ರೀಗಳು ಸಮುದಾಯಕ್ಕೆ ಸೀಮಿತವಾಗದೆ ಎಲ್ಲಾ ಸಮುದಾಯದ ಜನರನ್ನು ಪ್ರೀತಿಸಿದರು. ಸರ್ವರನ್ನೂ ಸಮಾನವಾಗಿ ಕಂಡ ಮಹಾನ್ ಸಂತ. ಶಿಕ್ಷಣ ಕ್ರಾಂತಿ ಮಾಡಿದರು. ಗ್ರಾಮೀಣ ಭಾಗದ ಮಕ್ಕಳಿಗೆ ಶಿಕ್ಷಣ ಕೊಡಿಸಿದರು. ಶ್ರೀಗಳ ಹಾದಿಯಲ್ಲಿ ನಾವೆಲ್ಲರೂ ನಡೆಯಬೇಕು. ಹಿಂದುಳಿದ ವರ್ಗದವರಿಗೆ ಮುಖ್ಯವಾಹಿನಿಗೆ ತರಲು ಶ್ರಮಿಸಿದರು. ನಮ್ಮ ನಾಡಿನ ಹೆಮ್ಮೆಯ ಗುರುಗಳು ಎಂದರು. ಅವರ ಬಾಳು ಸಾರ್ಥಕ. ಇಂದು ಆದಿಚುಂಚನಗಿರಿ ಮಠ ವಿಶ್ವ ಮಟ್ಟದಲ್ಲಿ ಹೆಸರು ಮಾಡಿದೆ. ಕಾರ್ಯಕ್ರಮದಲ್ಲಿ ಜಿಲ್ಲೆಯ ಜನಪ್ರತಿನಿಧಿಗಳು, ಮುಖಂಡರು, ಭಕ್ತರು ಭಾಗವಹಿಸಿದ್ದರು. ಸಂಜೆ ಬೃಹತ್ ಪಾದಯಾತ್ರೆ ಸಹ ನಡೆಯಿತು. ಸಮುದಾಯದ ಒಳಿತಿಗಾಗಿ ಶ್ರಮಿಸಿದ ಶ್ರೀಗಳನ್ನು ನೆನೆಯುತ್ತಾ ಭಕ್ತರು ಭಾವುಕರಾದರು. (949, 2011, 1205, 2250)
lead-text-column-a: ವಿಶೇಷ ವರದಿ ತುಮಕೂರು: ರಾಷ್ಟ್ರದ ರಾಜಧಾನಿ ನವದೆಹಲಿಯ ಕರ್ತವ್ಯ ಪಥದಲ್ಲಿ ಜನವರಿ 26ರ ಭಾನುವಾರ ನಡೆದ ಗಣರಾಜ್ಯೋತ್ಸವ ಸ್ತಬ್ಧಚಿತ್ರ ಪಥ ಸಂಚಲನದಲ್ಲಿ ಸರ್ವಜನಾಂಗದ ಶಾಂತಿಯ ತೋಟದಂತೆ ಕಂಗೊಳಿಸುತ್ತಿರುವ 'ಲಕ್ಕುಂಡಿ : ಶಿಲ್ಪಕಲೆಯ ತೊಟ್ಟಿಲು' ರಾಜ್ಯದ ಸ್ತಬ್ಧಚಿತ್ರವು ನೆರೆದ ಜನಸ್ತೋಮವನ್ನು ಮಂತ್ರಮುಗ್ಧರನ್ನಾಗಿಸಿದ್ದಲ್ಲದೇ, ಚಪ್ಪಾಳೆಯ ಕರತಾಡನದ ಮೂಲಕ ಅದ್ಧೂರಿ ಸ್ವಾಗತ ದೊರೆಯಿತು. ರಾಜಧಾನಿಯ ಕರ್ತವ್ಯ ಪಥದಲ್ಲಿ ರಾಜ್ಯದ ಸ್ತಬ್ಧಚಿತ್ರ ಸಾಗುವುದರೊಂದಿಗೆ (60, 444, 241, 648)
lead-subhead-line1: ಕರ್ತವ್ಯ ಪಥದಲ್ಲಿ ನೆರೆದವರನ್ನು (60, 331, 579, 373)
ad-box (62, 2233, 404, 2324)
paper-name: ಸುವರ್ಣ ಪ್ರಗತಿ ಕನ್ನಡ ದಿನಪತ್ರಿಕೆ (68, 57, 237, 76)
lead-text-column-c: ಮರುಜೀವ ತಳೆದಂತಿದೆ. ರಾಜ್ಯವು ಪ್ರಸ್ತುತಪಡಿಸುತ್ತಿರುವ ಈ ಸ್ತಬ್ಧಚಿತ್ರ ಎಲ್ಲರ ಮೆಚ್ಚುಗೆಗೆ ಪಾತ್ರವಾಯಿತು. ಸ್ತಬ್ಧಚಿತ್ರದಲ್ಲಿ ಲಕ್ಕುಂಡಿಯ ದೇವಾಲಯಗಳ ಶಿಲ್ಪಕಲೆಯ ಶ್ರೀಮಂತ ಸಾಂಸ್ಕೃತಿಕ ಪರಂಪರೆಯನ್ನು ಪ್ರತಿಬಿಂಬಿಸಲಾಗಿದೆ. ವಾರ್ತಾ ಮತ್ತು ಸಾರ್ವಜನಿಕ ಸಂಪರ್ಕ ಇಲಾಖೆಯ ಆಯುಕ್ತ ಹೇಮಂತ್ ನಿಂಬಾಳ್ಕರ್ ಅವರ ಉಸ್ತುವಾರಿಯಲ್ಲಿ ಅಂತರರಾಷ್ಟ್ರೀಯ ಖ್ಯಾತಿಯ ಕಲಾ ನಿರ್ದೇಶಕ ಶಶಿಧರ ಅಡಪ ಕಲಾ ನಿರ್ದೇಶನ ಮಾಡಿದ್ದಾರೆ. ಸಂಗೀತ ನಿರ್ದೇಶಕ ಪ್ರವೀಣ್ ಡಿ.ರಾವ್ ಅವರು ಕನ್ನಡ ಸಾಹಿತ್ಯ (439, 444, 627, 648)
kavya-column-2: ಬಿ.ಸಿ.ಶೈಲಾನಾಗರಾಜ್ ಮಾತನಾಡಿ, "ಕಾವ್ಯ ರಚನೆ ಕೇವಲ ಪದಗಳ ಕಸರತ್ತಲ್ಲ, ಅದೊಂದು ಧ್ಯಾನ ಕ್ರಿಯೆ, ಸತ್ಯ ಬೇಕು, ಸರಳತೆ ಕಾವ್ಯದ ಶಕ್ತಿ ಧ್ಯಾನದ ಗುಣ" ಎಂದರು. ಕವಿ ತೇಜಸ್ ಕಣ್ಣು ಶರೀರವಾಗಿ ಪದ್ಯ ಕಟ್ಟಬೇಕು, ಕರ್ತವ್ಯ ಮತ್ತು ಒಳಗಣ್ಣುಗಳ ಮೂಲಕ ಲೋಕವನ್ನು ನೋಡಬೇಕು" ಅಭಿಪ್ರಾಯಪಟ್ಟರು. ಅತಿಥಿ ಕವಯತ್ರಿ ಸುಗುಣಾದೇವಿ ಮಾತನಾಡಿದರು. ಕವಯತ್ರಿ ಎಂ.ಸಿ.ಲಲಿತ ಆಶಯನುಡಿಗಳನ್ನಾಡಿದರು. ಬಾ.ಹ. ರಮಾಕುಮಾರಿ ಮುಖ್ಯ ಅತಿಥಿಗಳಾಗಿ ಮಾತನಾಡಿದರು. ಕವಿಗೋಷ್ಠಿಯಲ್ಲಿ ಕವಿಗಳಾದ ಟಿ.ಸಿ.ಮಂಜುನಾಥ, ಡಾ.ಬಿ.ಸಿ.ನಾಗೇಂದ್ರ, ಜಿನಾಥ್, (669, 1068, 898, 1238)
temple-float-photo (783, 96, 1225, 438)
kittur-headline-line2: ಮಹಿಳೆ ಪ್ರಶಸ್ತಿಗೆ ಅರ್ಜಿ ಆಹ್ವಾನ (104, 805, 359, 835)
award-ceremony-photo (421, 1326, 764, 1545)
lead-text-column-b: ಕರ್ನಾಟಕ ರಾಜ್ಯದ ಹಿರಿಮೆ, ಸರ್ವಧರ್ಮ ಸಮನ್ವಯ, ಶಾಂತಿ, ಸಹಬಾಳ್ವೆಯನ್ನು ಪ್ರತಿಪಾದಿಸಿತು. ಕರ್ನಾಟಕ ರಾಜ್ಯದ ಪರವಾಗಿ ಗಣರಾಜ್ಯೋತ್ಸವದ ಪಥಸಂಚಲನದಲ್ಲಿ ಪಾಲ್ಗೊಳ್ಳುವ ವಾರ್ತಾ ಮತ್ತು ಸಾರ್ವಜನಿಕ ಸಂಪರ್ಕ ಇಲಾಖೆಯು ಪ್ರತಿ ವರ್ಷ ತನ್ನ ವೈಶಿಷ್ಟ್ಯಪೂರ್ಣ ಸ್ತಬ್ಧಚಿತ್ರಗಳ ಮೂಲಕ ದೇಶದ ಗಮನ ಸೆಳೆಯುತ್ತಿದೆ. ಈ ವರ್ಷವೂ ರಾಜ್ಯದ ಲಕ್ಕುಂಡಿ ಶಿಲ್ಪಕಲೆಯನ್ನು ಬಿಂಬಿಸುವ ಸ್ತಬ್ಧಚಿತ್ರ ಕರ್ತವ್ಯ ಪಥದಲ್ಲಿ ಸಾಗಿ ನೆರೆದವರನ್ನು ಮಂತ್ರಮುಗ್ಧರನ್ನಾಗಿಸಿತು. (250, 444, 430, 631)
samudaya-column-2: ಸ್ಮರಣ ಕಾರ್ಯಕ್ರಮ ಫೈರ ಗ್ರೂಪ್ ಮತ್ತು ಸಂಗಮಿಗರು ಸೇರಿ ಮಾಡುತ್ತಿದ್ದಾರೆ. ಒಕ್ಕಲಿಗರ ಸಮುದಾಯಕ್ಕೆ ಶಕ್ತಿ ಇಲ್ಲ ಎನ್ನುವ ಸಮುದಾಯಕ್ಕೆ ಶಕ್ತಿ ತುಂಬಿದ್ದು ಶ್ರೀ ಬಾಲಗಂಗಾಧರನಾಥ ಶ್ರೀಗಳು. ಸಾಧನೆಗೆ ಯೋಗ ಬೇಕು ಎಂದ ಶ್ರೀಗಳು ಅನೇಕ ಯೋಗ ಕ್ಷೇಮ ಕೇಂದ್ರಗಳನ್ನು ತೆರೆದರು. ಅಲ್ಲದೆ ಶ್ರೀಗಳಲ್ಲಿ ಇದ್ದ ಆದಿಚುಂಚನಗಿರಿ ಕ್ಷೇತ್ರ 71ನೇ ಪೀಠಾಧಿಪತಿಗಳಾಗಿ ಶ್ರೀಗಳು ನಡೆದ ಹಾದಿ ಮಹಾನ್. ಗುರುಕುಲ ಪದ್ಧತಿಯಲ್ಲಿ ಶಿಕ್ಷಣ ನೀಡಿದರು. ಶಿಕ್ಷಣ, ಆರೋಗ್ಯ, ಆಧ್ಯಾತ್ಮ ಕ್ಷೇತ್ರಗಳಲ್ಲಿ ಶ್ರೀಗಳ ಕೊಡುಗೆ ಅಪಾರ. ಜನರ ಕಷ್ಟಗಳಿಗೆ ಸ್ಪಂದಿಸಿ, ಸಮಾಜಕ್ಕೆ ಮಾದರಿ ಆದವರು. ಕೆಲಸವನ್ನು ಯಾರೇ ಆಗಲಿ ಅವರ ಪ್ರೀತಿ, ಸ್ನೇಹ ಮತ್ತು ಶ್ರದ್ಧೆಯಿಂದ ಮಾಡಿದರೆ ಸಾಧನೆ ಸಾಧ್ಯ ಎಂದು ತೋರಿಸಿದವರು ಶ್ರೀಗಳು. ಕೃಷಿ, ಪರಿಸರ ಮತ್ತು ಗೋವುಗಳ ರಕ್ಷಣೆಗೆ ವಿಶೇಷ ಒತ್ತು ನೀಡಿದರು. ಸಮಾಜದ ಎಲ್ಲಾ ವರ್ಗದ ಜನರನ್ನು ಪ್ರೀತಿಯಿಂದ ಕಂಡರು. ಶ್ರೀಗಳ ಅನುಯಾಯಿಗಳು ರಾಜ್ಯದ ಮೂಲೆ ಮೂಲೆಯಲ್ಲಿದ್ದಾರೆ ಎಂದು ಹೇಳಿದರು. (690, 2011, 941, 2267)
kavya-subhead: ಇಸಂಗಳಿಂದ ಪ್ರತಿಭೆ ಮಂಕಾಗುತ್ತದೆ: ಡಾ.ಗಂಗಾಧರ್ ಕೊಡ್ಲಿಯವರ್ (421, 857, 1135, 896)
